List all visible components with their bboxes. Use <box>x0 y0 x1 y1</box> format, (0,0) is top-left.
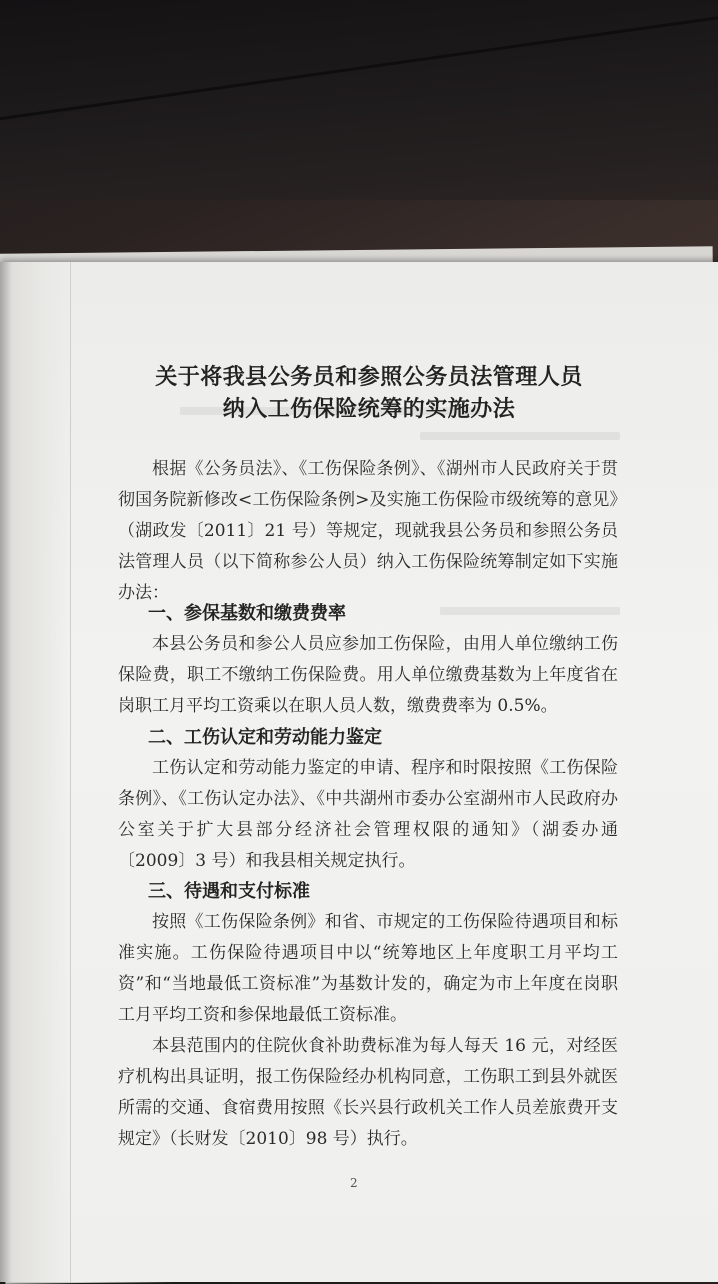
show-through-mark <box>420 432 620 440</box>
document-page <box>0 262 718 1282</box>
section-3-paragraph-2: 本县范围内的住院伙食补助费标准为每人每天 16 元，对经医疗机构出具证明，报工伤保险经办机构同意，工伤职工到县外就医所需的交通、食宿费用按照《长兴县行政机关工作人员差旅费开支规定》（长财发〔2010〕98 号）执行。 <box>118 1036 618 1149</box>
page-edge-shadow <box>0 262 12 1282</box>
section-2-paragraph: 工伤认定和劳动能力鉴定的申请、程序和时限按照《工伤保险条例》、《工伤认定办法》、《中共湖州市委办公室湖州市人民政府办公室关于扩大县部分经济社会管理权限的通知》（湖委办通〔2009〕3 号）和我县相关规定执行。 <box>118 758 618 871</box>
section-heading-3: 三、待遇和支付标准 <box>148 881 310 902</box>
section-heading-1: 一、参保基数和缴费费率 <box>148 603 346 624</box>
desk-background <box>0 0 718 200</box>
section-1-paragraph: 本县公务员和参公人员应参加工伤保险，由用人单位缴纳工伤保险费，职工不缴纳工伤保险费。用人单位缴费基数为上年度省在岗职工月平均工资乘以在职人员人数，缴费费率为 0.5%。 <box>118 634 618 716</box>
document-title-line-1: 关于将我县公务员和参照公务员法管理人员 <box>155 365 583 390</box>
page-number: 2 <box>350 1176 358 1190</box>
document-title-line-2: 纳入工伤保险统筹的实施办法 <box>222 397 516 422</box>
intro-paragraph: 根据《公务员法》、《工伤保险条例》、《湖州市人民政府关于贯彻国务院新修改<工伤保险条例>及实施工伤保险市级统筹的意见》（湖政发〔2011〕21 号）等规定，现就我县公务员和参照公务员法管理人员（以下简称参公人员）纳入工伤保险统筹制定如下实施办法： <box>118 459 618 603</box>
section-3-paragraph-1: 按照《工伤保险条例》和省、市规定的工伤保险待遇项目和标准实施。工伤保险待遇项目中以“统筹地区上年度职工月平均工资”和“当地最低工资标准”为基数计发的，确定为市上年度在岗职工月平均工资和参保地最低工资标准。 <box>118 912 618 1025</box>
section-heading-2: 二、工伤认定和劳动能力鉴定 <box>148 727 382 748</box>
